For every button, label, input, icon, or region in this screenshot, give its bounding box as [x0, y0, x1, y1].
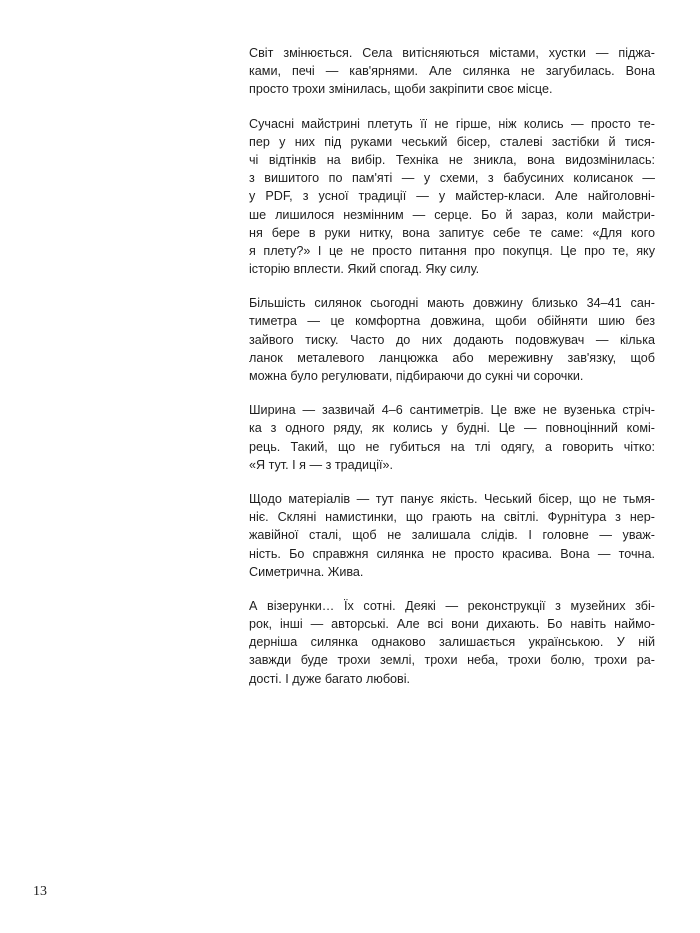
paragraph-6: [249, 597, 655, 688]
text-line: з вишитого по пам'яті — у схеми, з бабусиних колисанок —: [249, 171, 655, 186]
text-line: у PDF, з усної традиції — у майстер-класи. Але найголовні-: [249, 189, 655, 204]
text-line: жавійної сталі, щоб не залишала слідів. І головне — уваж-: [249, 528, 655, 543]
text-line: Щодо матеріалів — тут панує якість. Чеський бісер, що не тьмя-: [249, 491, 655, 506]
text-line: можна було регулювати, підбираючи до сукні чи сорочки.: [249, 369, 584, 383]
text-line: Ширина — зазвичай 4–6 сантиметрів. Це вже не вузенька стріч-: [249, 403, 655, 418]
text-line: я плету?» І це не просто питання про покупця. Це про те, яку: [249, 243, 655, 258]
paragraph-3: [249, 294, 655, 385]
paragraph-2: [249, 115, 655, 279]
paragraph-5: [249, 490, 655, 581]
text-line: Світ змінюється. Села витісняються містами, хустки — піджа-: [249, 46, 655, 60]
text-line: тиметра — це комфортна довжина, щоби обійняти шию без: [249, 314, 655, 329]
body-text: [249, 44, 655, 704]
text-line: ніє. Скляні намистинки, що грають на світлі. Фурнітура з нер-: [249, 510, 655, 525]
text-line: рець. Такий, що не губиться на тлі одягу, а говорить чітко:: [249, 439, 655, 454]
text-line: дості. І дуже багато любові.: [249, 671, 411, 686]
text-line: Симетрична. Жива.: [249, 564, 364, 579]
page-number: 13: [33, 884, 47, 899]
text-line: просто трохи змінилась, щоби закріпити своє місце.: [249, 82, 553, 97]
text-line: «Я тут. І я — з традиції».: [249, 457, 394, 472]
text-line: ність. Бо справжня силянка не просто красива. Вона — точна.: [249, 546, 655, 561]
text-line: ше лишилося незмінним — серце. Бо й зараз, коли майстри-: [249, 207, 655, 222]
text-line: пер у них під руками чеський бісер, сталеві застібки й тися-: [249, 134, 655, 149]
text-line: Сучасні майстрині плетуть її не гірше, ніж колись — просто те-: [249, 116, 655, 131]
text-line: дерніша силянка однаково залишається українською. У ній: [249, 635, 655, 650]
text-line: Більшість силянок сьогодні мають довжину близько 34–41 сан-: [249, 296, 655, 311]
text-line: ками, печі — кав'ярнями. Але силянка не загубилась. Вона: [249, 64, 655, 79]
text-line: ня бере в руки нитку, вона запитує себе те саме: «Для кого: [249, 225, 655, 240]
text-line: завжди буде трохи землі, трохи неба, трохи болю, трохи ра-: [249, 653, 655, 668]
text-line: ка з одного ряду, як колись у будні. Це — повноцінний комі-: [249, 421, 655, 436]
text-line: ланок металевого ланцюжка або мереживну зав'язку, щоб: [249, 350, 655, 365]
text-line: історію вплести. Який спогад. Яку силу.: [249, 262, 480, 277]
text-line: рок, інші — авторські. Але всі вони дихають. Бо навіть наймо-: [249, 617, 655, 632]
paragraph-4: [249, 401, 655, 474]
text-line: зайвого тиску. Часто до них додають подовжувач — кілька: [249, 332, 655, 347]
text-line: А візерунки… Їх сотні. Деякі — реконструкції з музейних збі-: [249, 598, 655, 613]
paragraph-1: [249, 44, 655, 99]
text-line: чі відтінків на вибір. Техніка не зникла, вона видозмінилась:: [249, 152, 655, 167]
